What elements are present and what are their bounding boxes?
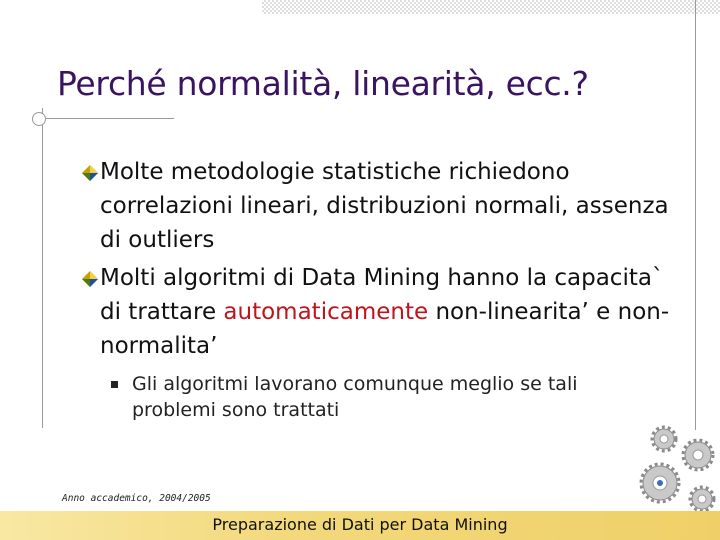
slide-title: Perché normalità, linearità, ecc.? — [57, 64, 589, 103]
footer-title: Preparazione di Dati per Data Mining — [212, 515, 508, 534]
diamond-bullet-icon — [82, 165, 98, 181]
decorative-vertical-line-right — [695, 0, 696, 430]
decorative-pattern-band — [262, 0, 720, 14]
academic-year-note: Anno accademico, 2004/2005 — [62, 493, 211, 504]
bullet-text-2 — [82, 261, 672, 363]
sub-bullet-item — [110, 371, 630, 423]
bullet-text-2-part-1: Molti algoritmi di Data Mining hanno la capacita` di trattare — [100, 265, 664, 325]
bullet-text-1-part-1: Molte metodologie statistiche richiedono correlazioni lineari, distribuzioni normali, assenza di outliers — [100, 159, 669, 253]
bullet-text-2-part-3: non-linearita’ e non-normalita’ — [100, 299, 670, 359]
diamond-bullet-icon — [82, 271, 98, 287]
gears-icon — [636, 425, 720, 517]
decorative-vertical-line-left — [42, 108, 43, 428]
square-bullet-icon — [111, 381, 118, 388]
decorative-circle-icon — [32, 112, 46, 126]
highlighted-word: automaticamente — [223, 299, 429, 325]
bullet-item-2 — [82, 261, 672, 363]
bullet-text-1 — [82, 155, 672, 257]
bullet-item-1 — [82, 155, 672, 257]
footer-bar — [0, 511, 720, 540]
decorative-horizontal-line — [34, 118, 174, 119]
sub-bullet-text: Gli algoritmi lavorano comunque meglio se tali problemi sono trattati — [132, 373, 578, 421]
